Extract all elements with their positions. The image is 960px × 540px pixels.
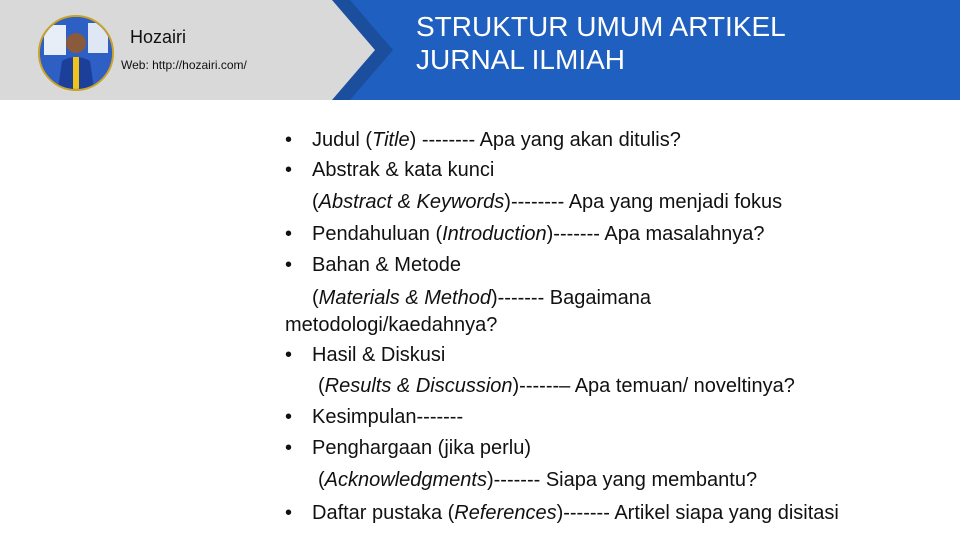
bullet-marker: •	[285, 129, 293, 151]
bullet-marker: •	[285, 159, 293, 181]
list-item-abstrak-detail: (Abstract & Keywords)-------- Apa yang menjadi fokus	[312, 191, 783, 213]
list-item-hasil-detail: (Results & Discussion)------– Apa temuan/ noveltinya?	[318, 375, 795, 397]
list-item-kesimpulan: Kesimpulan-------	[312, 406, 464, 428]
list-item-penghargaan-detail: (Acknowledgments)------- Siapa yang membantu?	[318, 469, 758, 491]
slide-title-line-1: STRUKTUR UMUM ARTIKEL	[416, 11, 786, 42]
list-item-judul: Judul (Title) -------- Apa yang akan ditulis?	[312, 129, 681, 151]
list-item-hasil: Hasil & Diskusi	[312, 344, 446, 366]
list-item-pendahuluan: Pendahuluan (Introduction)------- Apa masalahnya?	[312, 223, 765, 245]
list-item-bahan-wrap: metodologi/kaedahnya?	[285, 314, 498, 336]
bullet-marker: •	[285, 344, 293, 366]
bullet-marker: •	[285, 254, 293, 276]
author-website: Web: http://hozairi.com/	[121, 58, 247, 72]
list-item-bahan: Bahan & Metode	[312, 254, 461, 276]
slide-title-line-2: JURNAL ILMIAH	[416, 44, 626, 75]
list-item-penghargaan: Penghargaan (jika perlu)	[312, 437, 532, 459]
author-name: Hozairi	[130, 27, 187, 47]
list-item-abstrak: Abstrak & kata kunci	[312, 159, 495, 181]
bullet-marker: •	[285, 502, 293, 524]
bullet-marker: •	[285, 406, 293, 428]
list-item-bahan-detail: (Materials & Method)------- Bagaimana	[312, 287, 651, 309]
bullet-marker: •	[285, 437, 293, 459]
bullet-marker: •	[285, 223, 293, 245]
list-item-daftar-pustaka: Daftar pustaka (References)------- Artikel siapa yang disitasi	[312, 502, 839, 524]
